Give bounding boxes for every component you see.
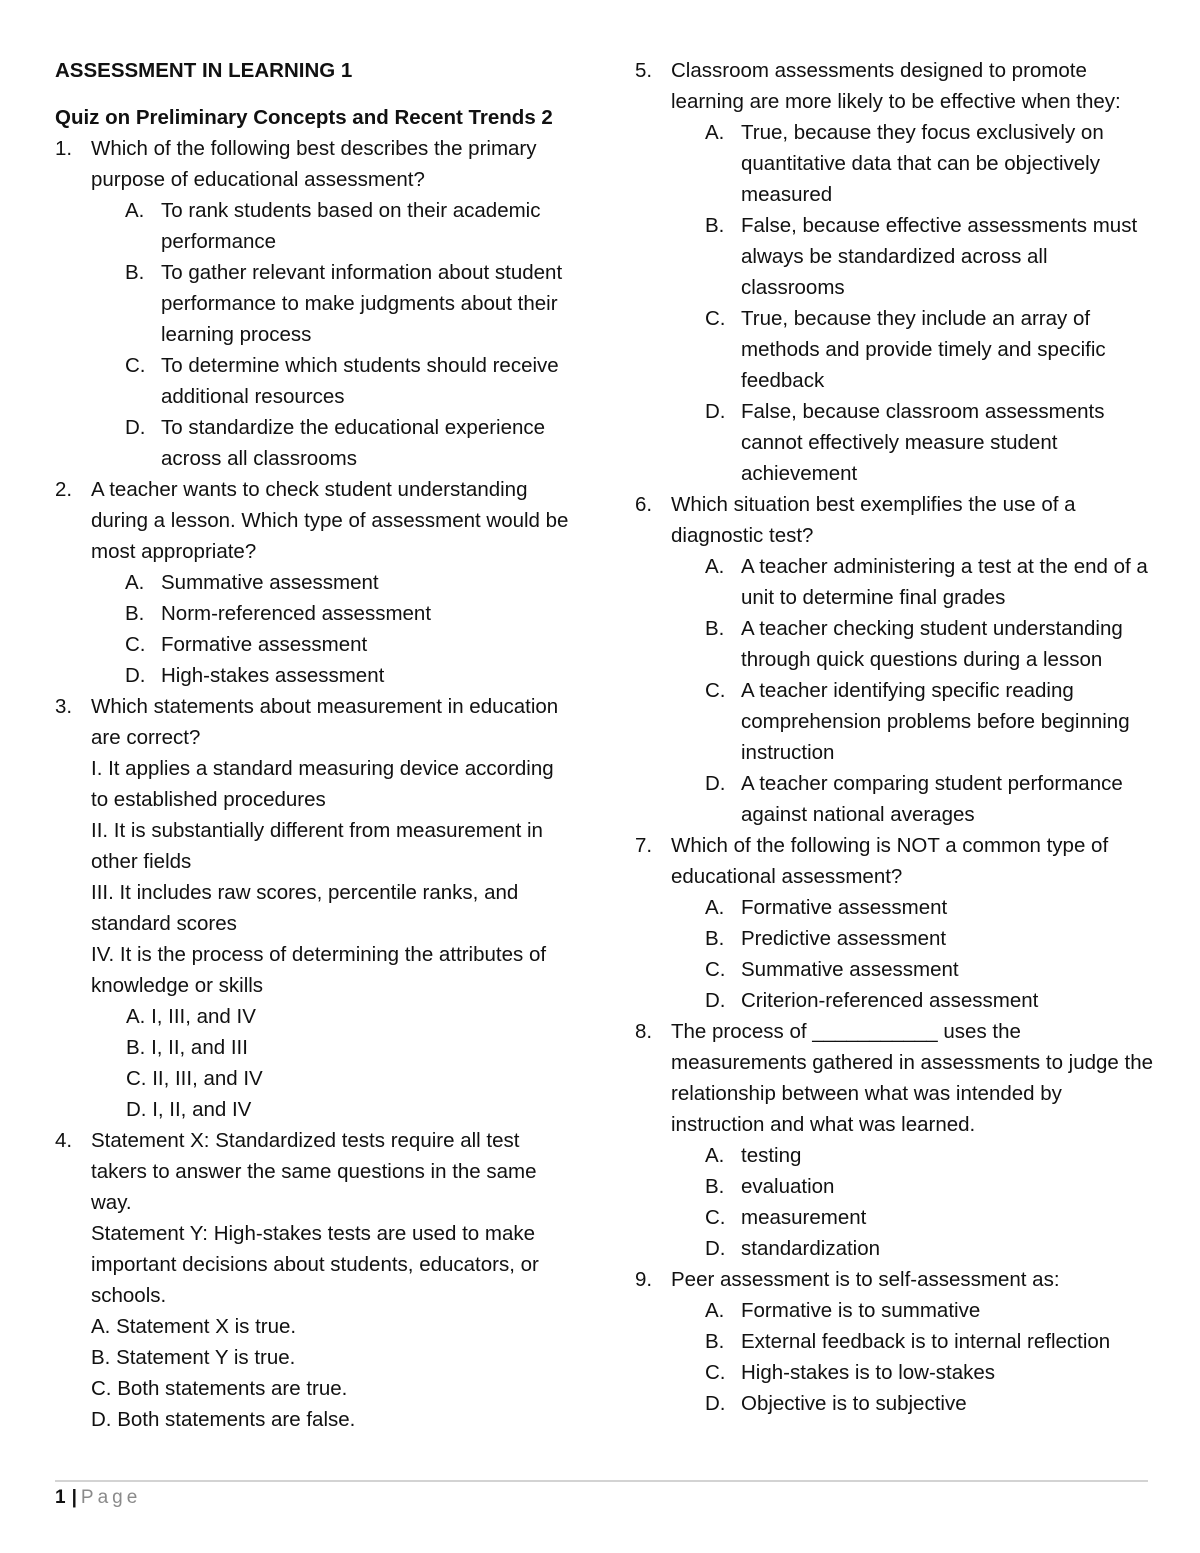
option-letter: C. <box>705 1206 726 1229</box>
option-6c <box>635 675 1155 768</box>
option-9b <box>635 1326 1155 1357</box>
question-number: 6. <box>635 493 653 516</box>
option-8b <box>635 1171 1155 1202</box>
option-1a <box>55 195 575 257</box>
option-9a <box>635 1295 1155 1326</box>
document-title: ASSESSMENT IN LEARNING 1 <box>55 59 353 82</box>
option-5c <box>635 303 1155 396</box>
option-letter: A. <box>705 121 725 144</box>
question-number: 4. <box>55 1129 73 1152</box>
option-2a <box>55 567 575 598</box>
option-2c <box>55 629 575 660</box>
option-text: standardization <box>741 1237 881 1260</box>
option-text: testing <box>741 1144 802 1167</box>
option-8a <box>635 1140 1155 1171</box>
question-text: Which statements about measurement in education are correct? <box>91 695 559 749</box>
question-2 <box>55 474 575 567</box>
option-1b <box>55 257 575 350</box>
statement-y: Statement Y: High-stakes tests are used to make important decisions about students, educators, or schools. <box>91 1222 539 1307</box>
option-letter: B. <box>705 214 725 237</box>
question-1 <box>55 133 575 195</box>
question-text: Peer assessment is to self-assessment as: <box>671 1268 1060 1291</box>
question-4 <box>55 1125 575 1311</box>
question-number: 2. <box>55 478 73 501</box>
option-text: To gather relevant information about student performance to make judgments about their learning process <box>161 261 563 346</box>
page-number: 1 <box>55 1487 66 1508</box>
option-text: evaluation <box>741 1175 835 1198</box>
question-3 <box>55 691 575 1001</box>
option-letter: C. <box>705 1361 726 1384</box>
question-9 <box>635 1264 1155 1295</box>
option-letter: D. <box>705 1392 726 1415</box>
question-number: 5. <box>635 59 653 82</box>
question-text: Classroom assessments designed to promote learning are more likely to be effective when they: <box>671 59 1121 113</box>
question-number: 9. <box>635 1268 653 1291</box>
question-number: 7. <box>635 834 653 857</box>
option-letter: A. <box>705 896 725 919</box>
page-footer <box>55 1484 141 1512</box>
statement-ii: II. It is substantially different from measurement in other fields <box>91 819 543 873</box>
footer-separator: | <box>71 1487 77 1508</box>
footer-divider <box>55 1480 1148 1482</box>
option-5d <box>635 396 1155 489</box>
option-text: A teacher checking student understanding through quick questions during a lesson <box>741 617 1123 671</box>
right-column <box>635 55 1155 1419</box>
option-text: Criterion-referenced assessment <box>741 989 1039 1012</box>
option-text: Formative is to summative <box>741 1299 981 1322</box>
option-text: measurement <box>741 1206 867 1229</box>
option-text: True, because they focus exclusively on quantitative data that can be objectively measured <box>741 121 1104 206</box>
option-3a: A. I, III, and IV <box>126 1005 256 1028</box>
option-letter: A. <box>125 571 145 594</box>
option-letter: C. <box>705 958 726 981</box>
option-text: Summative assessment <box>161 571 379 594</box>
option-6b <box>635 613 1155 675</box>
question-text: A teacher wants to check student understanding during a lesson. Which type of assessment would be most appropriate? <box>91 478 569 563</box>
option-8c <box>635 1202 1155 1233</box>
statement-iv: IV. It is the process of determining the attributes of knowledge or skills <box>91 943 547 997</box>
left-column <box>55 55 575 1435</box>
option-text: To standardize the educational experience across all classrooms <box>161 416 546 470</box>
option-letter: B. <box>705 927 725 950</box>
option-1d <box>55 412 575 474</box>
option-text: To determine which students should receive additional resources <box>161 354 559 408</box>
option-letter: C. <box>705 679 726 702</box>
question-6 <box>635 489 1155 551</box>
option-letter: D. <box>705 400 726 423</box>
option-4c: C. Both statements are true. <box>91 1377 348 1400</box>
statement-i: I. It applies a standard measuring device according to established procedures <box>91 757 554 811</box>
question-7 <box>635 830 1155 892</box>
option-letter: A. <box>705 555 725 578</box>
option-letter: B. <box>705 1175 725 1198</box>
option-text: Predictive assessment <box>741 927 947 950</box>
option-text: To rank students based on their academic performance <box>161 199 541 253</box>
option-letter: D. <box>705 989 726 1012</box>
option-text: Formative assessment <box>741 896 948 919</box>
option-text: Norm-referenced assessment <box>161 602 432 625</box>
question-text: Which situation best exemplifies the use of a diagnostic test? <box>671 493 1076 547</box>
option-text: A teacher administering a test at the end of a unit to determine final grades <box>741 555 1148 609</box>
option-letter: B. <box>125 261 145 284</box>
option-5a <box>635 117 1155 210</box>
option-text: High-stakes is to low-stakes <box>741 1361 996 1384</box>
question-number: 8. <box>635 1020 653 1043</box>
option-text: Objective is to subjective <box>741 1392 967 1415</box>
page-label: Page <box>80 1487 142 1508</box>
option-4b: B. Statement Y is true. <box>91 1346 296 1369</box>
option-text: Formative assessment <box>161 633 368 656</box>
option-letter: C. <box>125 633 146 656</box>
option-letter: D. <box>705 772 726 795</box>
option-text: Summative assessment <box>741 958 959 981</box>
option-7a <box>635 892 1155 923</box>
option-letter: D. <box>125 664 146 687</box>
option-2d <box>55 660 575 691</box>
option-letter: B. <box>705 1330 725 1353</box>
option-7b <box>635 923 1155 954</box>
option-4a: A. Statement X is true. <box>91 1315 297 1338</box>
option-6d <box>635 768 1155 830</box>
option-3c: C. II, III, and IV <box>126 1067 263 1090</box>
option-8d <box>635 1233 1155 1264</box>
question-8 <box>635 1016 1155 1140</box>
option-5b <box>635 210 1155 303</box>
option-text: A teacher comparing student performance against national averages <box>741 772 1123 826</box>
option-text: False, because effective assessments must always be standardized across all classrooms <box>741 214 1138 299</box>
option-2b <box>55 598 575 629</box>
option-9c <box>635 1357 1155 1388</box>
option-letter: A. <box>125 199 145 222</box>
option-9d <box>635 1388 1155 1419</box>
question-text: Which of the following best describes the primary purpose of educational assessment? <box>91 137 537 191</box>
option-letter: B. <box>125 602 145 625</box>
option-6a <box>635 551 1155 613</box>
option-text: A teacher identifying specific reading comprehension problems before beginning instruction <box>741 679 1130 764</box>
option-text: External feedback is to internal reflection <box>741 1330 1111 1353</box>
question-number: 1. <box>55 137 73 160</box>
option-3b: B. I, II, and III <box>126 1036 248 1059</box>
question-text: The process of ___________ uses the measurements gathered in assessments to judge the relationship between what was intended by instruction and what was learned. <box>671 1020 1154 1136</box>
option-letter: A. <box>705 1299 725 1322</box>
statement-iii: III. It includes raw scores, percentile ranks, and standard scores <box>91 881 519 935</box>
option-letter: A. <box>705 1144 725 1167</box>
option-letter: D. <box>705 1237 726 1260</box>
option-letter: C. <box>125 354 146 377</box>
option-7d <box>635 985 1155 1016</box>
question-5 <box>635 55 1155 117</box>
option-1c <box>55 350 575 412</box>
statement-x: Statement X: Standardized tests require all test takers to answer the same questions in the same way. <box>91 1129 537 1214</box>
option-letter: D. <box>125 416 146 439</box>
option-text: True, because they include an array of methods and provide timely and specific feedback <box>741 307 1106 392</box>
option-letter: C. <box>705 307 726 330</box>
option-text: High-stakes assessment <box>161 664 385 687</box>
question-text: Which of the following is NOT a common type of educational assessment? <box>671 834 1109 888</box>
quiz-subtitle: Quiz on Preliminary Concepts and Recent Trends 2 <box>55 106 553 129</box>
option-4d: D. Both statements are false. <box>91 1408 356 1431</box>
option-letter: B. <box>705 617 725 640</box>
option-7c <box>635 954 1155 985</box>
option-text: False, because classroom assessments cannot effectively measure student achievement <box>741 400 1105 485</box>
question-number: 3. <box>55 695 73 718</box>
option-3d: D. I, II, and IV <box>126 1098 252 1121</box>
